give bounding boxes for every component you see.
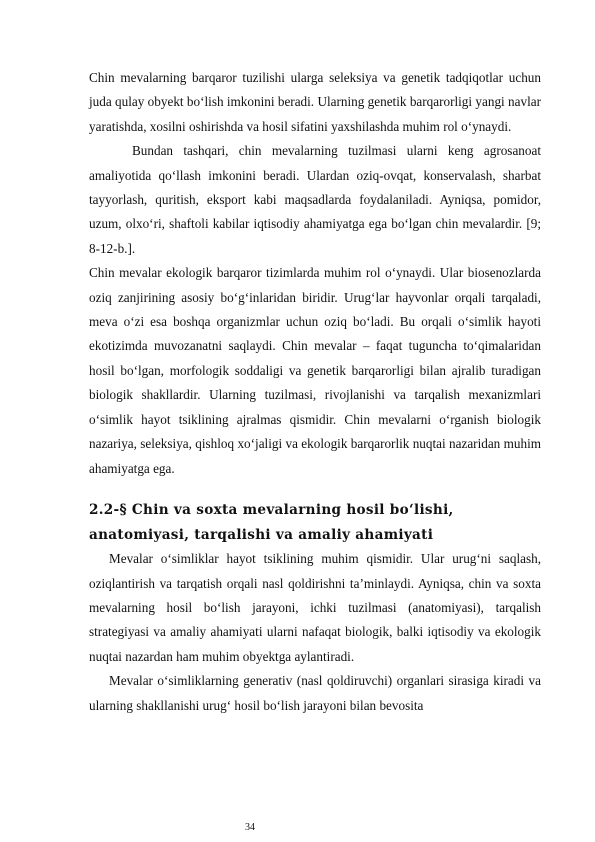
paragraph-5: Mevalar o‘simliklarning generativ (nasl qoldiruvchi) organlari sirasiga kiradi va ularning shakllanishi urug‘ hosil bo‘lish jarayoni bilan bevosita [89, 673, 541, 713]
document-page [89, 66, 541, 718]
paragraph-2: Bundan tashqari, chin mevalarning tuzilmasi ularni keng agrosanoat amaliyotida qo‘llash imkonini beradi. Ulardan oziq-ovqat, konservalash, sharbat tayyorlash, quritish, eksport kabi maqsadlarda foydalaniladi. Ayniqsa, pomidor, uzum, olxo‘ri, shaftoli kabilar iqtisodiy ahamiyatga ega bo‘lgan chin mevalardir. [9; 8-12-b.]. [89, 143, 541, 256]
section-heading: 2.2-§ Chin va soxta mevalarning hosil bo‘lishi, anatomiyasi, tarqalishi va amaliy ahamiyati [89, 501, 454, 543]
page-number: 34 [245, 822, 255, 833]
paragraph-4: Mevalar o‘simliklar hayot tsiklining muhim qismidir. Ular urug‘ni saqlash, oziqlantirish va tarqatish orqali nasl qoldirishni ta’minlaydi. Ayniqsa, chin va soxta mevalarning hosil bo‘lish jarayoni, ichki tuzilmasi (anatomiyasi), tarqalish strategiyasi va amaliy ahamiyati ularni nafaqat biologik, balki iqtisodiy va ekologik nuqtai nazardan ham muhim obyektga aylantiradi. [89, 551, 541, 664]
paragraph-1: Chin mevalarning barqaror tuzilishi ularga seleksiya va genetik tadqiqotlar uchun juda qulay obyekt bo‘lish imkonini beradi. Ularning genetik barqarorligi yangi navlar yaratishda, xosilni oshirishda va hosil sifatini yaxshilashda muhim rol o‘ynaydi. [89, 70, 541, 134]
paragraph-3: Chin mevalar ekologik barqaror tizimlarda muhim rol o‘ynaydi. Ular biosenozlarda oziq zanjirining asosiy bo‘g‘inlaridan biridir. Urug‘lar hayvonlar orqali tarqaladi, meva o‘zi esa boshqa organizmlar uchun oziq bo‘ladi. Bu orqali o‘simlik hayoti ekotizimda muvozanatni saqlaydi. Chin mevalar – faqat tuguncha to‘qimalaridan hosil bo‘lgan, morfologik soddaligi va genetik barqarorligi bilan ajralib turadigan biologik shakllardir. Ularning tuzilmasi, rivojlanishi va tarqalish mexanizmlari o‘simlik hayot tsiklining ajralmas qismidir. Chin mevalarni o‘rganish biologik nazariya, seleksiya, qishloq xo‘jaligi va ekologik barqarorlik nuqtai nazaridan muhim ahamiyatga ega. [89, 265, 541, 476]
